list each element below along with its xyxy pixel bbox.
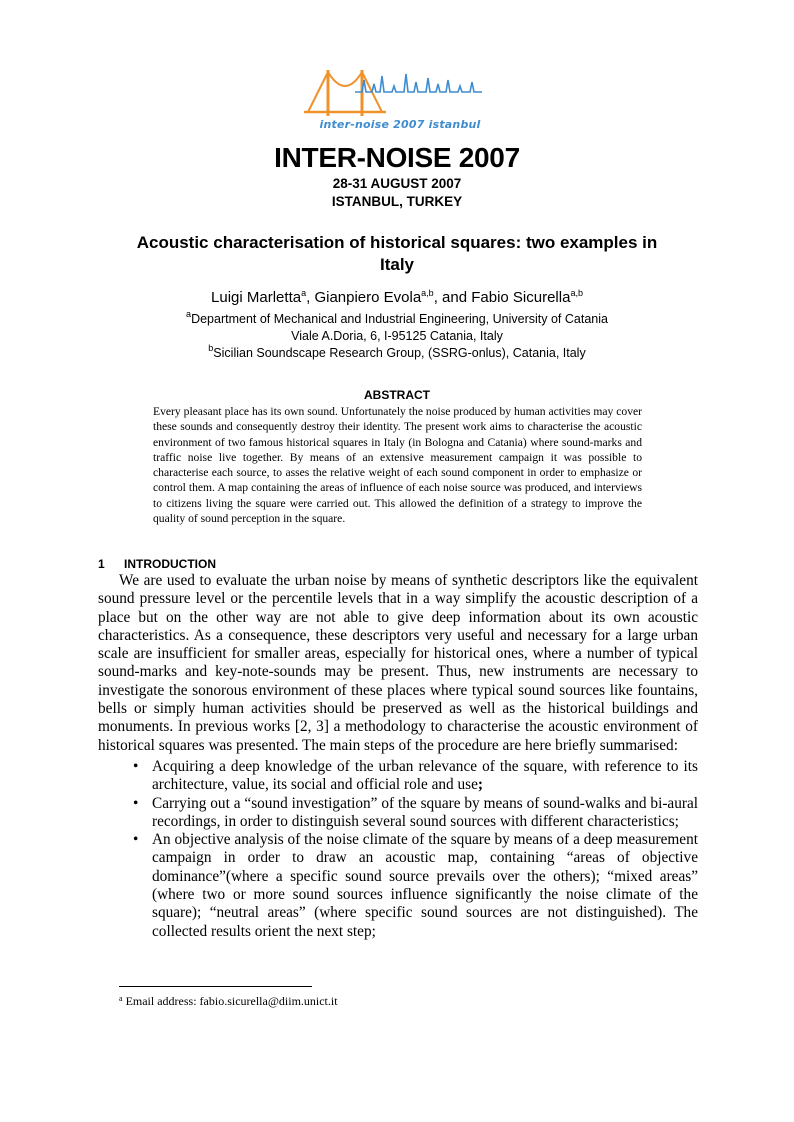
list-item-text: Acquiring a deep knowledge of the urban relevance of the square, with reference to its architecture, value, its social and official role and use	[152, 758, 698, 794]
list-item-text: An objective analysis of the noise climate of the square by means of a deep measurement campaign in order to draw an acoustic map, containing “areas of objective dominance”(where a specific sound source prevails over the others); “mixed areas” (where two or more sound sources influence significantly the noise climate of the square); “neutral areas” (where specific sound sources are not distinguished). The collected results orient the next step;	[152, 831, 698, 940]
intro-paragraph: We are used to evaluate the urban noise by means of synthetic descriptors like the equivalent sound pressure level or the percentile levels that in a way simplify the acoustic description of a place but on the other way are not able to give deep information about its own acoustic characteristics. As a consequence, these descriptors very useful and necessary for a large urban scale are insufficient for smaller areas, especially for historical ones, where a number of typical sound-marks and key-note-sounds may be present. Thus, new instruments are necessary to investigate the sonorous environment of these places where typical sound sources like fountains, bells or simply human activities should be preserved as well as the historical buildings and monuments. In previous works [2, 3] a methodology to characterise the acoustic environment of historical squares was presented. The main steps of the procedure are here briefly summarised:	[98, 572, 698, 754]
list-item-tail: ;	[477, 776, 484, 794]
author-list	[0, 289, 794, 306]
author-affiliation-marker: a,b	[421, 288, 434, 298]
list-item	[98, 758, 698, 795]
list-item	[98, 831, 698, 941]
bullet-icon: •	[133, 831, 139, 849]
affiliation-b	[0, 343, 794, 360]
skyline-icon	[355, 74, 482, 92]
author-affiliation-marker: a	[301, 288, 307, 298]
bullet-icon: •	[133, 794, 139, 812]
paper-title-line1: Acoustic characterisation of historical squares: two examples in	[136, 233, 658, 252]
author-name: Fabio Sicurella	[471, 289, 571, 306]
section-number: 1	[98, 557, 105, 571]
conference-date: 28-31 AUGUST 2007	[332, 176, 462, 191]
author-separator: ,	[306, 289, 315, 306]
section-heading	[98, 557, 216, 571]
section-title: INTRODUCTION	[124, 557, 216, 571]
footnote-rule	[119, 986, 312, 987]
author-affiliation-marker: a,b	[570, 288, 583, 298]
author-name: Gianpiero Evola	[314, 289, 422, 306]
footnote-marker: a	[119, 994, 123, 1003]
abstract-text: Every pleasant place has its own sound. Unfortunately the noise produced by human activities may cover these sounds and consequently destroy their identity. The present work aims to characterise the acoustic environment of two famous historical squares in Italy (in Bologna and Catania) where sound-marks and traffic noise live together. By means of an extensive measurement campaign it was possible to characterise each source, to asses the relative weight of each sound component in order to emphasize or control them. A map containing the areas of influence of each noise source was produced, and interviews to citizens living the square were carried out. This allowed the definition of a strategy to improve the quality of sound perception in the square.	[153, 405, 642, 526]
footnote-text: Email address: fabio.sicurella@diim.unict.it	[122, 994, 338, 1008]
bullet-icon: •	[133, 758, 139, 775]
conference-location: ISTANBUL, TURKEY	[331, 194, 463, 209]
affiliation-a	[0, 309, 794, 326]
conference-title: INTER-NOISE 2007	[274, 142, 520, 173]
procedure-list	[98, 758, 698, 941]
affiliation-text: Viale A.Doria, 6, I-95125 Catania, Italy	[291, 329, 503, 343]
affiliation-marker: a	[186, 309, 192, 319]
bridge-icon	[304, 70, 386, 116]
author-name: Luigi Marletta	[211, 289, 302, 306]
abstract-heading: ABSTRACT	[364, 388, 430, 402]
list-item-text: Carrying out a “sound investigation” of the square by means of sound-walks and bi-aural recordings, in order to distinguish several sound sources with different characteristics;	[152, 794, 698, 830]
author-separator: , and	[433, 289, 472, 306]
list-item	[98, 795, 698, 832]
paper-title	[110, 232, 684, 276]
affiliation-address	[0, 329, 794, 343]
affiliation-marker: b	[208, 343, 214, 353]
footnote	[119, 994, 338, 1009]
logo-caption: inter-noise 2007 istanbul	[319, 118, 481, 131]
paper-title-line2: Italy	[379, 255, 415, 274]
affiliation-text: Department of Mechanical and Industrial Engineering, University of Catania	[191, 312, 608, 326]
affiliation-text: Sicilian Soundscape Research Group, (SSRG-onlus), Catania, Italy	[213, 346, 586, 360]
